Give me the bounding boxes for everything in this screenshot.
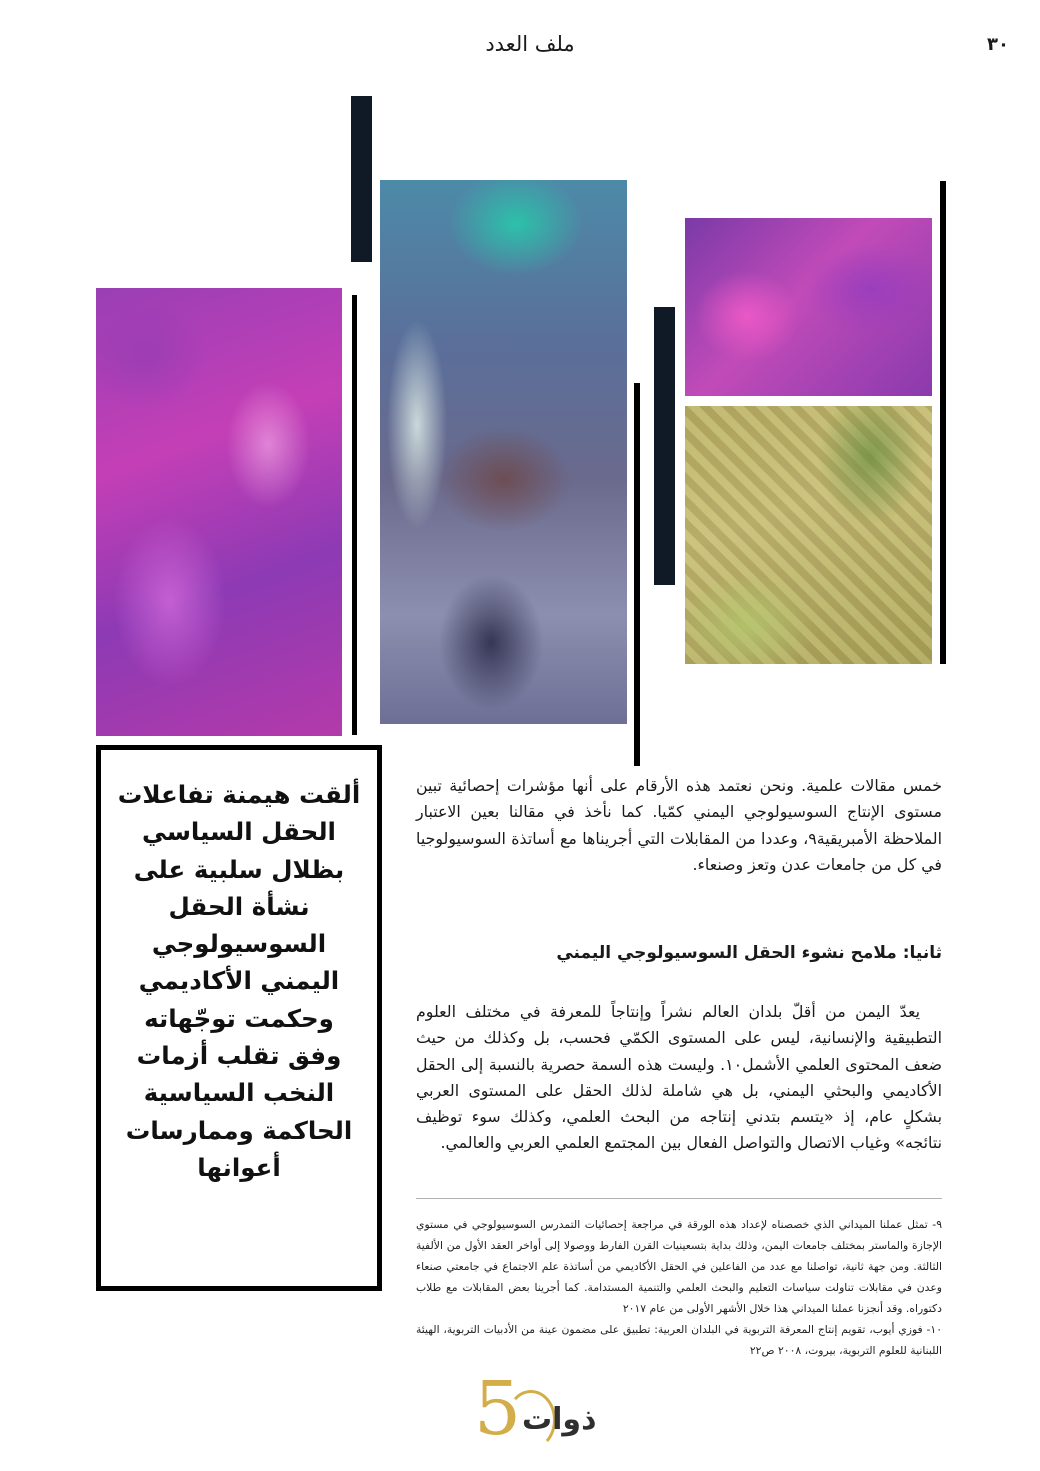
decorative-bar: [634, 383, 640, 766]
section-title: ملف العدد: [485, 32, 575, 56]
decorative-bar: [352, 295, 357, 735]
soldier-photo: [685, 406, 932, 664]
flag-photo-center: [380, 180, 627, 724]
decorative-bar: [351, 96, 372, 262]
logo-numeral: 5: [474, 1366, 522, 1452]
publication-logo: [472, 1366, 612, 1452]
decorative-bar: [940, 181, 946, 664]
decorative-bar: [654, 307, 675, 585]
raised-fist-photo: [685, 218, 932, 396]
pull-quote-box: [96, 745, 382, 1291]
footnote-9: ٩- تمثل عملنا الميداني الذي خصصناه لإعداد هذه الورقة في مراجعة إحصائيات التمدرس السوسيولوجي في مستوي الإجازة والماستر بمختلف جامعات اليمن، وذلك بداية بتسعينيات القرن الفارط ووصولا إلى أواخر العقد الأول من الألفية الثالثة. ومن جهة ثانية، تواصلنا مع عدد من الفاعلين في الحقل الأكاديمي من أساتذة علم الاجتماع في جامعتي صنعاء وعدن في مقابلات تناولت سياسات التعليم والبحث العلمي والتنمية المستدامة. كما أجرينا بعض المقابلات مع طلاب دكتوراه. وقد أنجزنا عملنا الميداني هذا خلال الأشهر الأولى من عام ٢٠١٧: [416, 1218, 942, 1315]
page-number: ٣٠: [987, 34, 1009, 55]
pull-quote-text: ألقت هيمنة تفاعلات الحقل السياسي بظلال سلبية على نشأة الحقل السوسيولوجي اليمني الأكاديمي وحكمت توجّهاته وفق تقلب أزمات النخب السياسية الحاكمة وممارسات أعوانها: [117, 780, 361, 1182]
section-heading: ثانيا: ملامح نشوء الحقل السوسيولوجي اليمني: [556, 943, 942, 963]
logo-word: ذوات: [522, 1402, 597, 1437]
article-paragraph-1: خمس مقالات علمية. ونحن نعتمد هذه الأرقام على أنها مؤشرات إحصائية تبين مستوى الإنتاج السوسيولوجي اليمني كمّيا. كما نأخذ في مقالنا بعين الاعتبار الملاحظة الأمبريقية٩، وعددا من المقابلات التي أجريناها مع أساتذة السوسيولوجيا في كل من جامعات عدن وتعز وصنعاء.: [416, 776, 942, 874]
footnote-10: ١٠- فوزي أيوب، تقويم إنتاج المعرفة التربوية في البلدان العربية: تطبيق على مضمون عينة من الأدبيات التربوية، الهيئة اللبنانية للعلوم التربوية، بيروت، ٢٠٠٨ ص٢٢: [416, 1323, 942, 1357]
footnotes: [416, 1214, 942, 1361]
protest-photo-left: [96, 288, 342, 736]
article-paragraph-2: يعدّ اليمن من أقلّ بلدان العالم نشراً وإنتاجاً للمعرفة في مختلف العلوم التطبيقية والإنسانية، ليس على المستوى الكمّي فحسب، بل وكذلك من حيث ضعف المحتوى العلمي الأشمل١٠. وليست هذه السمة حصرية بالنسبة إلى الحقل الأكاديمي والبحثي اليمني، بل هي شاملة لذلك الحقل على المستوى العربي بشكلٍ عام، إذ «يتسم بتدني إنتاجه من البحث العلمي، وكذلك سوء توظيف نتائجه» وغياب الاتصال والتواصل الفعال بين المجتمع العلمي العربي والعالمي.: [416, 1002, 942, 1153]
footnote-divider: [416, 1198, 942, 1199]
